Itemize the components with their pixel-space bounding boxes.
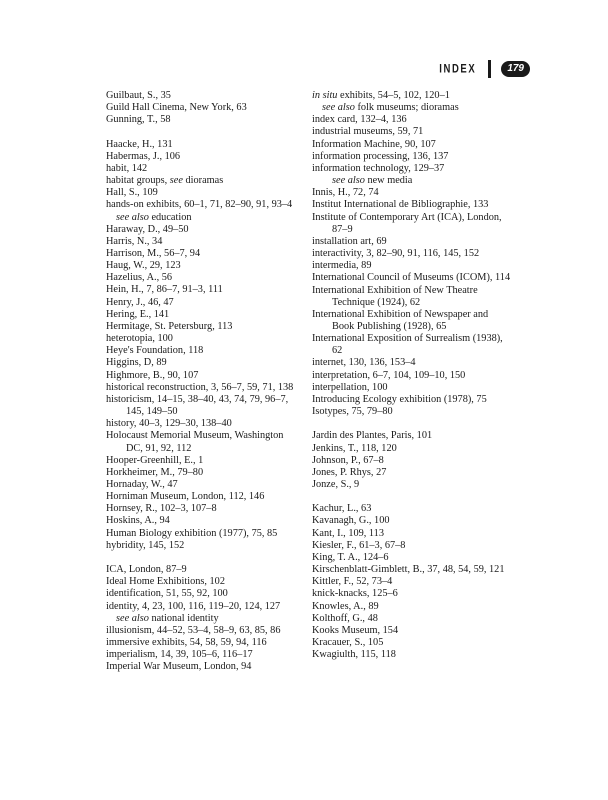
index-entry bbox=[312, 248, 512, 260]
index-entry bbox=[106, 102, 302, 114]
entry-text: Kolthoff, G., 48 bbox=[312, 612, 378, 624]
index-entry bbox=[312, 503, 512, 515]
index-entry bbox=[106, 260, 302, 272]
entry-text: Hooper-Greenhill, E., 1 bbox=[106, 454, 204, 466]
page-number: 179 bbox=[501, 61, 530, 77]
entry-text: Isotypes, 75, 79–80 bbox=[312, 406, 393, 418]
entry-text: Horniman Museum, London, 112, 146 bbox=[106, 491, 265, 503]
entry-text: Jones, P. Rhys, 27 bbox=[312, 466, 387, 478]
index-entry bbox=[312, 212, 512, 236]
entry-text: Hazelius, A., 56 bbox=[106, 272, 173, 284]
index-entry bbox=[312, 139, 512, 151]
index-entry bbox=[106, 297, 302, 309]
entry-text: Guilbaut, S., 35 bbox=[106, 90, 171, 101]
index-entry bbox=[312, 272, 512, 284]
entry-text: Kant, I., 109, 113 bbox=[312, 527, 384, 539]
entry-text: habit, 142 bbox=[106, 162, 148, 174]
index-entry bbox=[106, 236, 302, 248]
entry-text: Kirschenblatt-Gimblett, B., 37, 48, 54, 59, 121 bbox=[312, 564, 505, 576]
entry-text: Kavanagh, G., 100 bbox=[312, 515, 390, 527]
entry-text: Gunning, T., 58 bbox=[106, 114, 171, 126]
cross-reference-term: see also bbox=[116, 612, 149, 624]
index-entry bbox=[312, 406, 512, 418]
index-entry bbox=[106, 248, 302, 260]
entry-text: heterotopia, 100 bbox=[106, 333, 173, 345]
index-entry bbox=[106, 370, 302, 382]
entry-text: folk museums; dioramas bbox=[354, 102, 459, 114]
entry-text: Highmore, B., 90, 107 bbox=[106, 369, 199, 381]
entry-text: Guild Hall Cinema, New York, 63 bbox=[106, 102, 247, 114]
entry-text: new media bbox=[364, 175, 413, 187]
entry-text: Haraway, D., 49–50 bbox=[106, 223, 189, 235]
index-entry bbox=[312, 260, 512, 272]
index-subentry bbox=[312, 175, 512, 187]
entry-text: hands-on exhibits, 60–1, 71, 82–90, 91, 93–4 bbox=[106, 199, 293, 211]
index-entry bbox=[106, 649, 302, 661]
entry-text: Jardin des Plantes, Paris, 101 bbox=[312, 430, 433, 442]
entry-text: Jenkins, T., 118, 120 bbox=[312, 442, 397, 454]
index-entry bbox=[312, 90, 512, 102]
index-entry bbox=[312, 613, 512, 625]
header-divider bbox=[488, 60, 491, 78]
entry-text: imperialism, 14, 39, 105–6, 116–17 bbox=[106, 649, 253, 661]
index-entry bbox=[312, 236, 512, 248]
index-entry bbox=[312, 382, 512, 394]
entry-text: Information Machine, 90, 107 bbox=[312, 138, 436, 150]
index-subentry bbox=[106, 212, 302, 224]
entry-text: Habermas, J., 106 bbox=[106, 150, 181, 162]
entry-text: Kittler, F., 52, 73–4 bbox=[312, 576, 393, 588]
entry-text: International Council of Museums (ICOM), 114 bbox=[312, 272, 511, 284]
entry-text: King, T. A., 124–6 bbox=[312, 551, 389, 563]
entry-text: interpretation, 6–7, 104, 109–10, 150 bbox=[312, 369, 466, 381]
index-entry bbox=[106, 540, 302, 552]
entry-text: industrial museums, 59, 71 bbox=[312, 126, 424, 138]
index-column-left bbox=[106, 90, 302, 673]
index-entry bbox=[106, 272, 302, 284]
entry-text: Holocaust Memorial Museum, Washington DC, 91, 92, 112 bbox=[106, 430, 284, 454]
letter-group-gap bbox=[312, 418, 512, 430]
index-entry bbox=[106, 224, 302, 236]
index-entry bbox=[106, 187, 302, 199]
index-entry bbox=[312, 151, 512, 163]
index-entry bbox=[106, 163, 302, 175]
entry-text: International Exhibition of Newspaper and Book Publishing (1928), 65 bbox=[312, 308, 489, 332]
index-entry bbox=[312, 528, 512, 540]
entry-text: International Exhibition of New Theatre Technique (1924), 62 bbox=[312, 284, 478, 308]
index-subentry bbox=[312, 102, 512, 114]
entry-text: information processing, 136, 137 bbox=[312, 150, 449, 162]
entry-text: Kwagiulth, 115, 118 bbox=[312, 649, 396, 661]
index-entry bbox=[312, 625, 512, 637]
entry-text: ICA, London, 87–9 bbox=[106, 564, 187, 576]
entry-text: Harris, N., 34 bbox=[106, 235, 163, 247]
entry-text: historical reconstruction, 3, 56–7, 59, 71, 138 bbox=[106, 381, 294, 393]
index-entry bbox=[106, 284, 302, 296]
index-entry bbox=[312, 370, 512, 382]
entry-text: dioramas bbox=[182, 175, 224, 187]
index-entry bbox=[312, 199, 512, 211]
entry-text: education bbox=[148, 211, 192, 223]
index-entry bbox=[312, 163, 512, 175]
entry-text: information technology, 129–37 bbox=[312, 162, 445, 174]
entry-text: Imperial War Museum, London, 94 bbox=[106, 661, 252, 673]
index-entry bbox=[106, 601, 302, 613]
entry-text: Heye's Foundation, 118 bbox=[106, 345, 204, 357]
letter-group-gap bbox=[106, 126, 302, 138]
index-entry bbox=[106, 394, 302, 418]
entry-text: interactivity, 3, 82–90, 91, 116, 145, 152 bbox=[312, 248, 480, 260]
entry-text: Innis, H., 72, 74 bbox=[312, 187, 379, 199]
index-entry bbox=[106, 455, 302, 467]
entry-text: identification, 51, 55, 92, 100 bbox=[106, 588, 228, 600]
index-entry bbox=[312, 455, 512, 467]
index-entry bbox=[106, 625, 302, 637]
index-entry bbox=[312, 357, 512, 369]
entry-text: illusionism, 44–52, 53–4, 58–9, 63, 85, 86 bbox=[106, 624, 281, 636]
index-entry bbox=[312, 285, 512, 309]
entry-text: Hoskins, A., 94 bbox=[106, 515, 170, 527]
entry-text: Haug, W., 29, 123 bbox=[106, 260, 181, 272]
entry-text: index card, 132–4, 136 bbox=[312, 114, 407, 126]
index-entry bbox=[312, 588, 512, 600]
entry-text: Kooks Museum, 154 bbox=[312, 624, 399, 636]
entry-text: Henry, J., 46, 47 bbox=[106, 296, 174, 308]
entry-text: installation art, 69 bbox=[312, 235, 387, 247]
entry-text: Haacke, H., 131 bbox=[106, 138, 173, 150]
index-entry bbox=[106, 528, 302, 540]
index-entry bbox=[312, 430, 512, 442]
running-header bbox=[439, 60, 530, 78]
entry-text: Kachur, L., 63 bbox=[312, 503, 372, 515]
index-entry bbox=[106, 418, 302, 430]
entry-text: immersive exhibits, 54, 58, 59, 94, 116 bbox=[106, 637, 267, 648]
entry-text: Knowles, A., 89 bbox=[312, 600, 379, 612]
index-entry bbox=[106, 503, 302, 515]
entry-text: intermedia, 89 bbox=[312, 260, 372, 272]
entry-text: Institut International de Bibliographie, 133 bbox=[312, 199, 489, 211]
entry-text: Hermitage, St. Petersburg, 113 bbox=[106, 320, 233, 332]
entry-text: Kracauer, S., 105 bbox=[312, 637, 384, 648]
entry-text: history, 40–3, 129–30, 138–40 bbox=[106, 418, 232, 430]
index-entry bbox=[106, 564, 302, 576]
index-entry bbox=[312, 394, 512, 406]
entry-text: Ideal Home Exhibitions, 102 bbox=[106, 576, 225, 588]
index-entry bbox=[312, 467, 512, 479]
index-entry bbox=[106, 357, 302, 369]
index-entry bbox=[312, 479, 512, 491]
entry-text: Hering, E., 141 bbox=[106, 308, 170, 320]
index-entry bbox=[106, 382, 302, 394]
index-entry bbox=[106, 199, 302, 211]
entry-text: Introducing Ecology exhibition (1978), 75 bbox=[312, 393, 487, 405]
index-entry bbox=[106, 479, 302, 491]
index-entry bbox=[106, 515, 302, 527]
letter-group-gap bbox=[312, 491, 512, 503]
index-entry bbox=[312, 601, 512, 613]
index-entry bbox=[106, 661, 302, 673]
index-entry bbox=[312, 333, 512, 357]
index-entry bbox=[312, 309, 512, 333]
index-entry bbox=[312, 552, 512, 564]
entry-text: Higgins, D, 89 bbox=[106, 357, 167, 369]
index-entry bbox=[106, 588, 302, 600]
entry-text: knick-knacks, 125–6 bbox=[312, 588, 398, 600]
cross-reference-term: see bbox=[169, 175, 183, 187]
index-entry bbox=[106, 151, 302, 163]
index-entry bbox=[312, 576, 512, 588]
index-entry bbox=[106, 333, 302, 345]
entry-text: Harrison, M., 56–7, 94 bbox=[106, 248, 201, 260]
index-entry bbox=[106, 114, 302, 126]
entry-text: hybridity, 145, 152 bbox=[106, 539, 185, 551]
entry-text: interpellation, 100 bbox=[312, 381, 388, 393]
cross-reference-term: see also bbox=[332, 175, 365, 187]
entry-text: exhibits, 54–5, 102, 120–1 bbox=[337, 90, 450, 101]
entry-text: internet, 130, 136, 153–4 bbox=[312, 357, 416, 369]
index-entry bbox=[106, 345, 302, 357]
header-title: INDEX bbox=[439, 62, 477, 76]
index-entry bbox=[312, 187, 512, 199]
entry-text: habitat groups, bbox=[106, 175, 170, 187]
entry-text: national identity bbox=[148, 612, 219, 624]
entry-text: Institute of Contemporary Art (ICA), London, 87–9 bbox=[312, 211, 502, 235]
cross-reference-term: in situ bbox=[312, 90, 338, 101]
entry-text: Hall, S., 109 bbox=[106, 187, 158, 199]
entry-text: Human Biology exhibition (1977), 75, 85 bbox=[106, 527, 278, 539]
entry-text: International Exposition of Surrealism (1938), 62 bbox=[312, 333, 503, 357]
index-entry bbox=[106, 430, 302, 454]
index-entry bbox=[312, 126, 512, 138]
index-entry bbox=[312, 443, 512, 455]
index-entry bbox=[312, 564, 512, 576]
cross-reference-term: see also bbox=[322, 102, 355, 114]
index-entry bbox=[106, 90, 302, 102]
index-entry bbox=[312, 515, 512, 527]
index-subentry bbox=[106, 613, 302, 625]
index-entry bbox=[106, 175, 302, 187]
entry-text: Hein, H., 7, 86–7, 91–3, 111 bbox=[106, 284, 223, 296]
entry-text: identity, 4, 23, 100, 116, 119–20, 124, 127 bbox=[106, 600, 281, 612]
letter-group-gap bbox=[106, 552, 302, 564]
index-entry bbox=[106, 321, 302, 333]
index-entry bbox=[312, 114, 512, 126]
index-column-right bbox=[312, 90, 512, 661]
cross-reference-term: see also bbox=[116, 211, 149, 223]
entry-text: Jonze, S., 9 bbox=[312, 478, 360, 490]
index-entry bbox=[312, 540, 512, 552]
entry-text: Hornaday, W., 47 bbox=[106, 478, 178, 490]
index-entry bbox=[106, 576, 302, 588]
index-entry bbox=[312, 637, 512, 649]
index-entry bbox=[312, 649, 512, 661]
index-entry bbox=[106, 467, 302, 479]
index-entry bbox=[106, 491, 302, 503]
entry-text: Horkheimer, M., 79–80 bbox=[106, 466, 204, 478]
entry-text: Johnson, P., 67–8 bbox=[312, 454, 384, 466]
index-entry bbox=[106, 637, 302, 649]
index-entry bbox=[106, 309, 302, 321]
entry-text: Kiesler, F., 61–3, 67–8 bbox=[312, 539, 406, 551]
entry-text: historicism, 14–15, 38–40, 43, 74, 79, 96–7, 145, 149–50 bbox=[106, 393, 289, 418]
entry-text: Hornsey, R., 102–3, 107–8 bbox=[106, 503, 217, 515]
index-entry bbox=[106, 139, 302, 151]
